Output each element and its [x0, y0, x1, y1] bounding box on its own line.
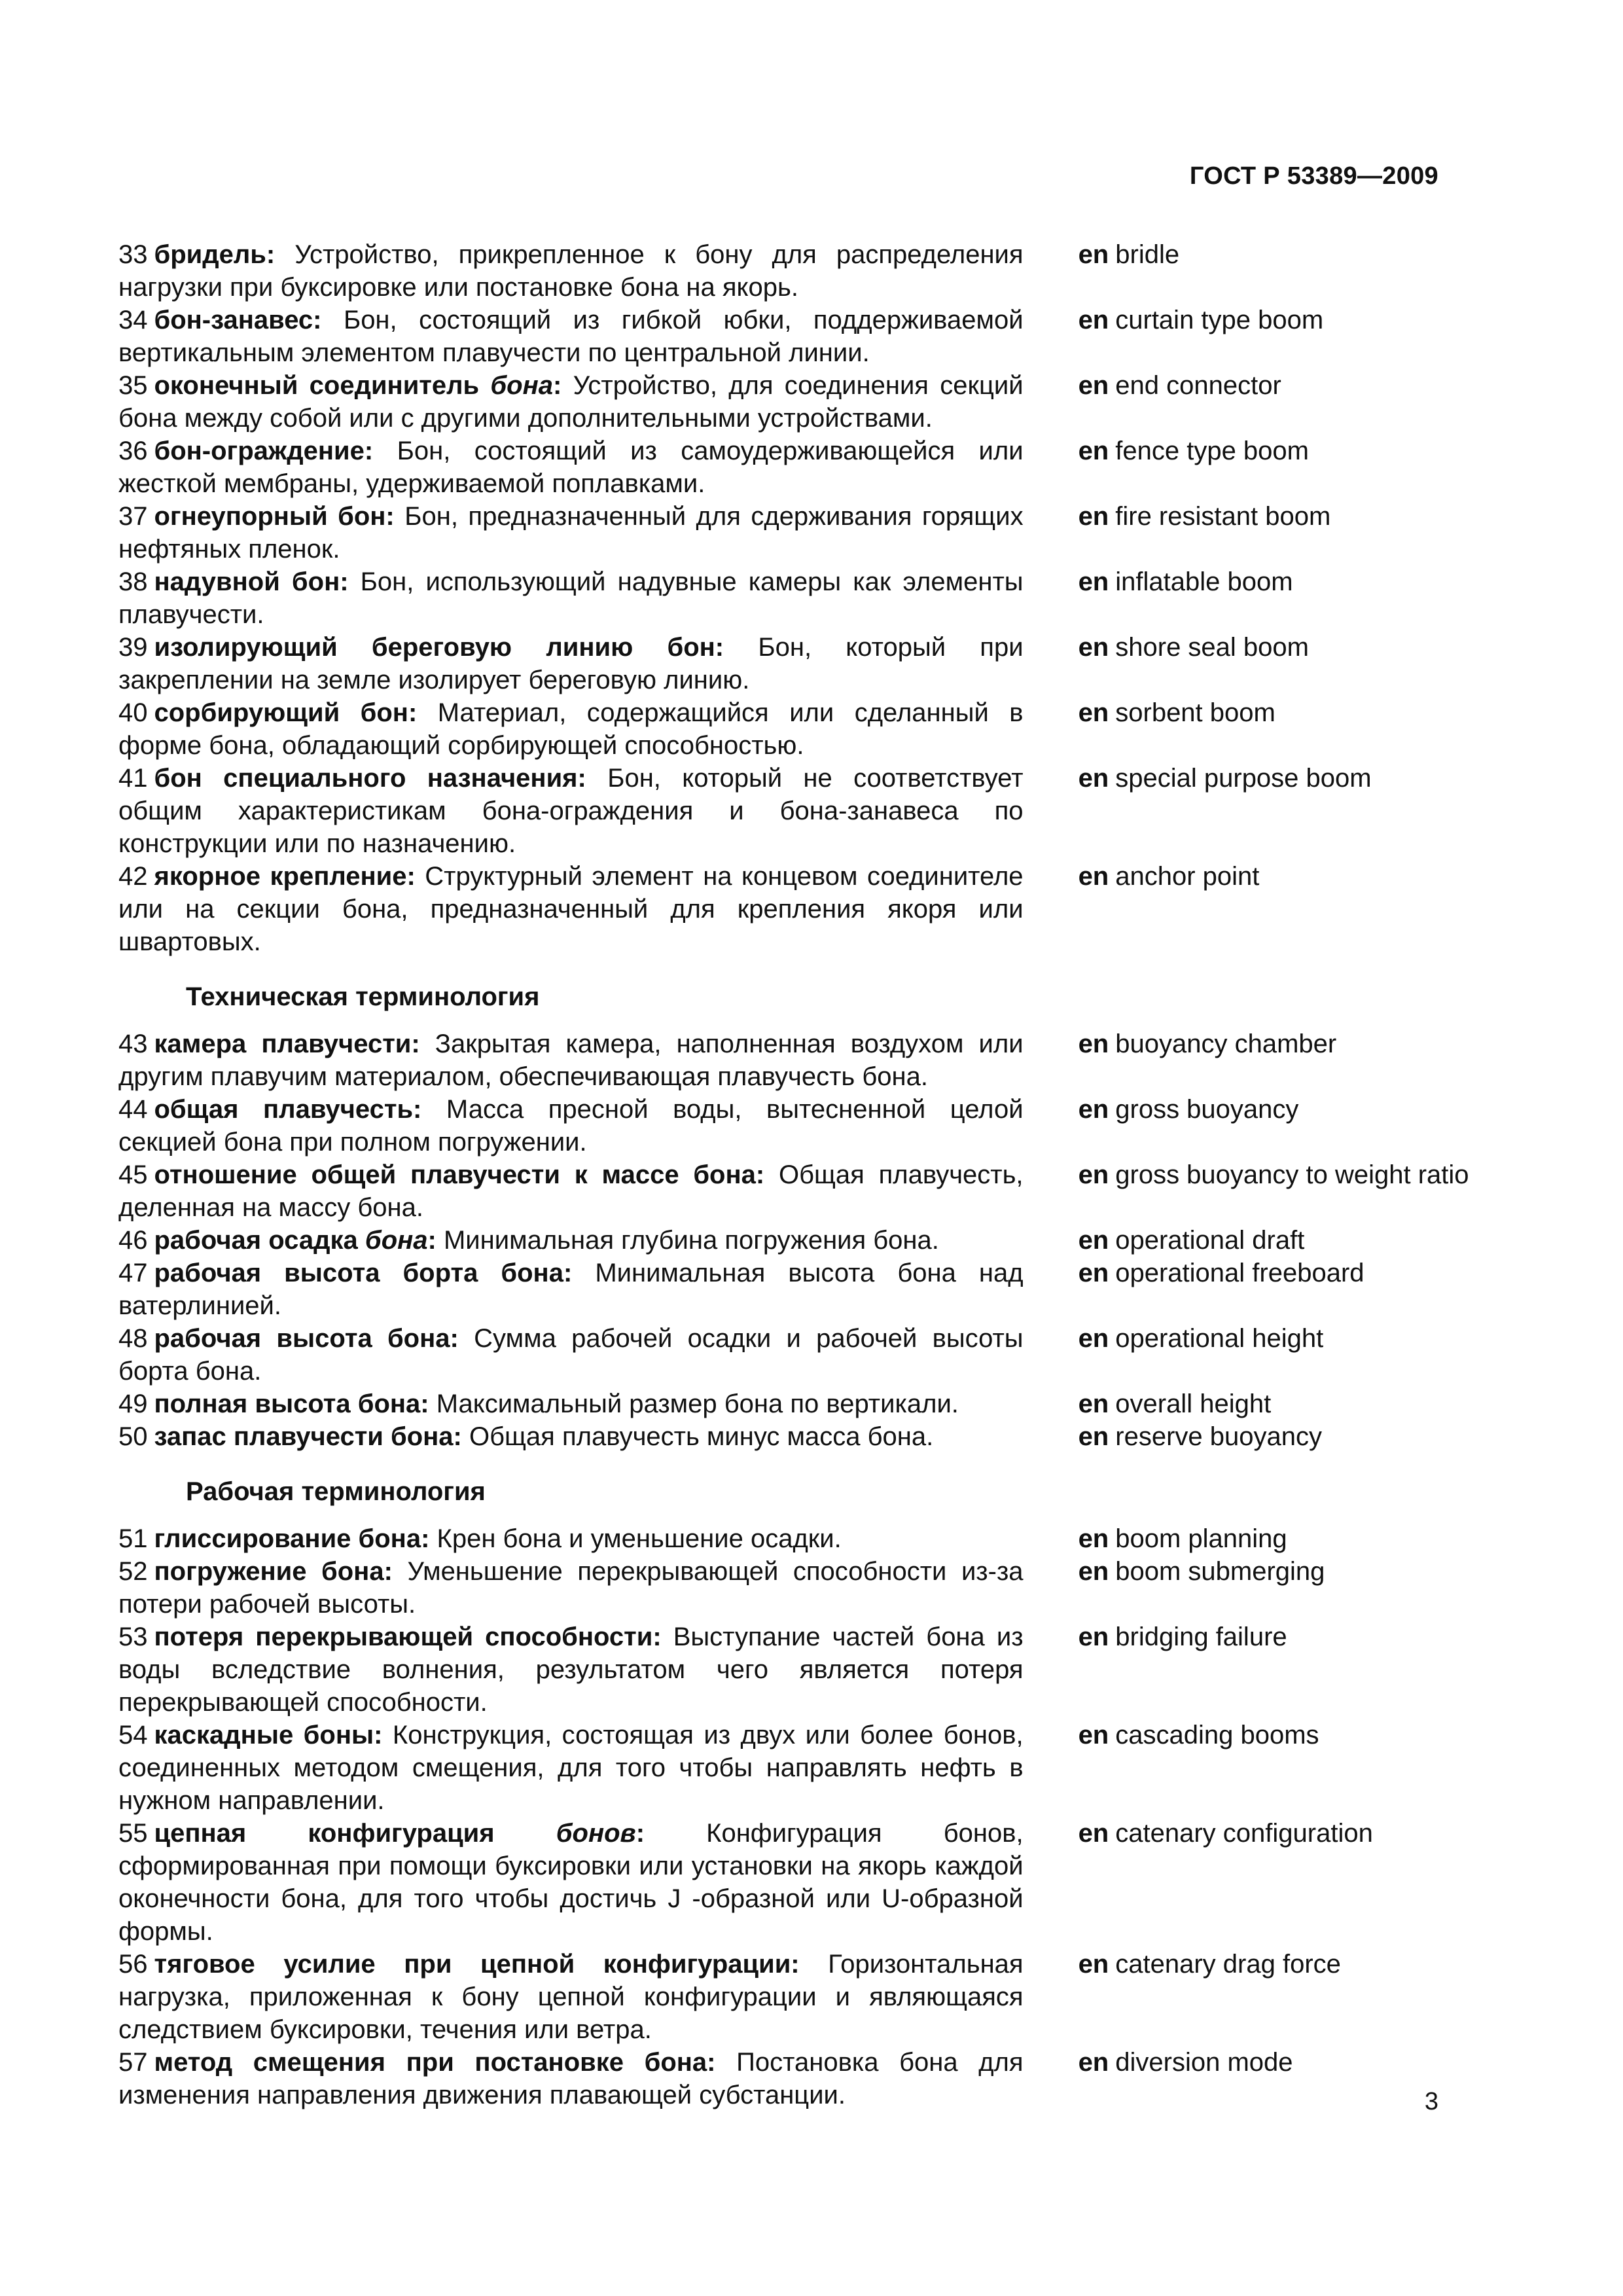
english-term: sorbent boom — [1115, 698, 1275, 727]
term-name: потеря перекрывающей способности: — [154, 1623, 662, 1651]
term-definition-ru — [118, 1093, 1024, 1158]
document-code: ГОСТ Р 53389—2009 — [1189, 162, 1438, 190]
term-entry — [118, 696, 1493, 762]
term-definition-ru — [118, 369, 1024, 435]
term-number: 53 — [118, 1623, 148, 1651]
term-entry — [118, 1621, 1493, 1719]
term-entry — [118, 1817, 1493, 1948]
term-definition-ru — [118, 304, 1024, 369]
term-english-equivalent — [1079, 860, 1493, 893]
term-definition-ru — [118, 1817, 1024, 1948]
term-english-equivalent — [1079, 2046, 1493, 2079]
term-entry — [118, 1158, 1493, 1224]
language-code: en — [1078, 1095, 1109, 1124]
term-definition: Выступание частей бона из воды вследствие волнения, результатом чего является потеря перекрывающей способности. — [118, 1623, 1024, 1717]
english-term: operational draft — [1115, 1226, 1305, 1255]
language-code: en — [1078, 306, 1109, 334]
term-definition-ru — [118, 696, 1024, 762]
language-code: en — [1078, 1324, 1109, 1353]
term-name-italic: бона — [490, 371, 553, 400]
term-name: бон-ограждение: — [154, 437, 374, 465]
term-english-equivalent — [1079, 1028, 1493, 1060]
term-definition: Конструкция, состоящая из двух или более бонов, соединенных методом смещения, для того чтобы направлять нефть в нужном направлении. — [118, 1721, 1024, 1815]
term-english-equivalent — [1079, 1621, 1493, 1653]
term-definition-ru — [118, 860, 1024, 958]
term-definition: Материал, содержащийся или сделанный в форме бона, обладающий сорбирующей способностью. — [118, 698, 1024, 760]
term-definition: Устройство, прикрепленное к бону для распределения нагрузки при буксировке или постановке бона на якорь. — [118, 240, 1024, 302]
term-number: 57 — [118, 2048, 148, 2077]
term-definition-ru — [118, 500, 1024, 565]
term-definition: Сумма рабочей осадки и рабочей высоты борта бона. — [118, 1324, 1024, 1386]
term-definition: Горизонтальная нагрузка, приложенная к бону цепной конфигурации и являющаяся следствием буксировки, течения или ветра. — [118, 1950, 1024, 2044]
term-english-equivalent — [1079, 696, 1493, 729]
language-code: en — [1078, 1226, 1109, 1255]
term-definition: Минимальная высота бона над ватерлинией. — [118, 1259, 1024, 1320]
term-entry — [118, 631, 1493, 696]
section-title-operational: Рабочая терминология — [186, 1477, 486, 1506]
term-entry — [118, 1322, 1493, 1388]
english-term: special purpose boom — [1115, 764, 1372, 793]
term-name: рабочая высота бона: — [154, 1324, 459, 1353]
english-term: cascading booms — [1115, 1721, 1319, 1749]
term-entry — [118, 1555, 1493, 1621]
term-name: метод смещения при постановке бона: — [154, 2048, 716, 2077]
term-entry — [118, 860, 1493, 958]
term-name: рабочая осадка бона: — [154, 1226, 437, 1255]
english-term: shore seal boom — [1115, 633, 1309, 662]
term-number: 38 — [118, 567, 148, 596]
language-code: en — [1078, 633, 1109, 662]
english-term: fence type boom — [1115, 437, 1309, 465]
term-name: сорбирующий бон: — [154, 698, 418, 727]
term-english-equivalent — [1079, 1522, 1493, 1555]
term-name-italic: бонов — [556, 1819, 636, 1848]
term-english-equivalent — [1079, 1555, 1493, 1588]
term-definition: Максимальный размер бона по вертикали. — [436, 1390, 959, 1418]
term-entry — [118, 238, 1493, 304]
term-name: бон специального назначения: — [154, 764, 586, 793]
term-name: полная высота бона: — [154, 1390, 429, 1418]
term-english-equivalent — [1079, 1257, 1493, 1289]
term-number: 56 — [118, 1950, 148, 1979]
english-term: gross buoyancy — [1115, 1095, 1299, 1124]
term-number: 51 — [118, 1524, 148, 1553]
term-entry — [118, 1420, 1493, 1453]
term-entry — [118, 435, 1493, 500]
term-definition-ru — [118, 1158, 1024, 1224]
term-entry — [118, 1948, 1493, 2046]
term-definition: Бон, использующий надувные камеры как элементы плавучести. — [118, 567, 1024, 629]
english-term: inflatable boom — [1115, 567, 1293, 596]
term-definition-ru — [118, 1420, 1024, 1453]
term-english-equivalent — [1079, 1224, 1493, 1257]
term-number: 47 — [118, 1259, 148, 1287]
language-code: en — [1078, 1557, 1109, 1586]
term-english-equivalent — [1079, 565, 1493, 598]
term-definition: Структурный элемент на концевом соединителе или на секции бона, предназначенный для крепления якоря или швартовых. — [118, 862, 1024, 956]
english-term: overall height — [1115, 1390, 1272, 1418]
term-english-equivalent — [1079, 762, 1493, 795]
term-definition-ru — [118, 631, 1024, 696]
language-code: en — [1078, 240, 1109, 269]
english-term: boom submerging — [1115, 1557, 1325, 1586]
term-number: 40 — [118, 698, 148, 727]
term-name: изолирующий береговую линию бон: — [154, 633, 724, 662]
term-entry — [118, 304, 1493, 369]
term-number: 39 — [118, 633, 148, 662]
english-term: buoyancy chamber — [1115, 1030, 1337, 1058]
terms-group-general — [118, 238, 1493, 958]
english-term: bridle — [1115, 240, 1180, 269]
term-number: 48 — [118, 1324, 148, 1353]
language-code: en — [1078, 1819, 1109, 1848]
term-definition-ru — [118, 238, 1024, 304]
term-name: отношение общей плавучести к массе бона: — [154, 1160, 765, 1189]
term-english-equivalent — [1079, 1093, 1493, 1126]
term-number: 41 — [118, 764, 148, 793]
term-entry — [118, 369, 1493, 435]
term-definition-ru — [118, 1621, 1024, 1719]
term-name: общая плавучесть: — [154, 1095, 422, 1124]
term-definition-ru — [118, 435, 1024, 500]
term-english-equivalent — [1079, 1158, 1493, 1191]
term-number: 34 — [118, 306, 148, 334]
language-code: en — [1078, 1259, 1109, 1287]
english-term: boom planning — [1115, 1524, 1287, 1553]
term-number: 54 — [118, 1721, 148, 1749]
term-definition-ru — [118, 762, 1024, 860]
term-name: рабочая высота борта бона: — [154, 1259, 573, 1287]
term-definition: Уменьшение перекрывающей способности из-за потери рабочей высоты. — [118, 1557, 1024, 1619]
term-number: 49 — [118, 1390, 148, 1418]
term-entry — [118, 1522, 1493, 1555]
term-definition: Масса пресной воды, вытесненной целой секцией бона при полном погружении. — [118, 1095, 1024, 1157]
term-number: 33 — [118, 240, 148, 269]
term-definition: Бон, состоящий из гибкой юбки, поддерживаемой вертикальным элементом плавучести по центральной линии. — [118, 306, 1024, 367]
term-name: камера плавучести: — [154, 1030, 420, 1058]
english-term: bridging failure — [1115, 1623, 1287, 1651]
term-number: 44 — [118, 1095, 148, 1124]
term-number: 35 — [118, 371, 148, 400]
term-number: 43 — [118, 1030, 148, 1058]
language-code: en — [1078, 1623, 1109, 1651]
language-code: en — [1078, 1030, 1109, 1058]
term-number: 36 — [118, 437, 148, 465]
language-code: en — [1078, 862, 1109, 891]
term-entry — [118, 500, 1493, 565]
term-definition-ru — [118, 1257, 1024, 1322]
term-definition: Постановка бона для изменения направления движения плавающей субстанции. — [118, 2048, 1024, 2109]
term-definition-ru — [118, 2046, 1024, 2111]
term-entry — [118, 1388, 1493, 1420]
term-entry — [118, 1257, 1493, 1322]
english-term: operational height — [1115, 1324, 1324, 1353]
term-definition-ru — [118, 1948, 1024, 2046]
language-code: en — [1078, 1160, 1109, 1189]
term-entry — [118, 1093, 1493, 1158]
term-name: якорное крепление: — [154, 862, 416, 891]
english-term: diversion mode — [1115, 2048, 1293, 2077]
term-name: надувной бон: — [154, 567, 349, 596]
term-number: 42 — [118, 862, 148, 891]
term-english-equivalent — [1079, 304, 1493, 336]
term-english-equivalent — [1079, 1948, 1493, 1981]
term-number: 50 — [118, 1422, 148, 1451]
term-name: огнеупорный бон: — [154, 502, 395, 531]
term-definition: Закрытая камера, наполненная воздухом или другим плавучим материалом, обеспечивающая плавучесть бона. — [118, 1030, 1024, 1091]
term-definition: Общая плавучесть, деленная на массу бона. — [118, 1160, 1024, 1222]
language-code: en — [1078, 1390, 1109, 1418]
term-definition: Конфигурация бонов, сформированная при помощи буксировки или установки на якорь каждой оконечности бона, для того чтобы достичь J -образной или U-образной формы. — [118, 1819, 1024, 1946]
english-term: catenary configuration — [1115, 1819, 1373, 1848]
term-definition-ru — [118, 1224, 1024, 1257]
english-term: curtain type boom — [1115, 306, 1324, 334]
term-number: 46 — [118, 1226, 148, 1255]
english-term: anchor point — [1115, 862, 1260, 891]
language-code: en — [1078, 764, 1109, 793]
term-definition: Бон, состоящий из самоудерживающейся или жесткой мембраны, удерживаемой поплавками. — [118, 437, 1024, 498]
terms-group-technical — [118, 1028, 1493, 1453]
term-english-equivalent — [1079, 1322, 1493, 1355]
term-number: 37 — [118, 502, 148, 531]
term-english-equivalent — [1079, 500, 1493, 533]
english-term: end connector — [1115, 371, 1281, 400]
language-code: en — [1078, 371, 1109, 400]
english-term: catenary drag force — [1115, 1950, 1341, 1979]
term-english-equivalent — [1079, 435, 1493, 467]
term-english-equivalent — [1079, 238, 1493, 271]
term-entry — [118, 1028, 1493, 1093]
term-definition-ru — [118, 1322, 1024, 1388]
term-entry — [118, 565, 1493, 631]
term-definition: Крен бона и уменьшение осадки. — [437, 1524, 842, 1553]
term-name: оконечный соединитель бона: — [154, 371, 562, 400]
language-code: en — [1078, 1950, 1109, 1979]
term-entry — [118, 1719, 1493, 1817]
terms-group-operational — [118, 1522, 1493, 2111]
term-definition: Бон, который при закреплении на земле изолирует береговую линию. — [118, 633, 1024, 694]
term-name: тяговое усилие при цепной конфигурации: — [154, 1950, 800, 1979]
term-english-equivalent — [1079, 1817, 1493, 1850]
term-english-equivalent — [1079, 631, 1493, 664]
term-name: запас плавучести бона: — [154, 1422, 462, 1451]
language-code: en — [1078, 698, 1109, 727]
english-term: gross buoyancy to weight ratio — [1115, 1160, 1469, 1189]
language-code: en — [1078, 2048, 1109, 2077]
language-code: en — [1078, 1524, 1109, 1553]
term-name: цепная конфигурация бонов: — [154, 1819, 645, 1848]
language-code: en — [1078, 1721, 1109, 1749]
term-english-equivalent — [1079, 1388, 1493, 1420]
term-name: бридель: — [154, 240, 276, 269]
language-code: en — [1078, 502, 1109, 531]
term-english-equivalent — [1079, 1719, 1493, 1751]
english-term: operational freeboard — [1115, 1259, 1364, 1287]
term-number: 45 — [118, 1160, 148, 1189]
term-name: глиссирование бона: — [154, 1524, 430, 1553]
term-name: погружение бона: — [154, 1557, 393, 1586]
term-definition: Минимальная глубина погружения бона. — [443, 1226, 939, 1255]
section-title-technical: Техническая терминология — [186, 982, 540, 1011]
term-entry — [118, 1224, 1493, 1257]
language-code: en — [1078, 437, 1109, 465]
term-english-equivalent — [1079, 369, 1493, 402]
term-definition-ru — [118, 1522, 1024, 1555]
term-definition-ru — [118, 1719, 1024, 1817]
english-term: fire resistant boom — [1115, 502, 1331, 531]
page-number: 3 — [1424, 2088, 1438, 2115]
term-definition-ru — [118, 565, 1024, 631]
term-entry — [118, 2046, 1493, 2111]
term-definition-ru — [118, 1555, 1024, 1621]
term-definition-ru — [118, 1388, 1024, 1420]
term-number: 55 — [118, 1819, 148, 1848]
term-definition: Устройство, для соединения секций бона между собой или с другими дополнительными устройствами. — [118, 371, 1024, 433]
term-name-italic: бона — [365, 1226, 428, 1255]
term-english-equivalent — [1079, 1420, 1493, 1453]
term-number: 52 — [118, 1557, 148, 1586]
term-definition: Бон, который не соответствует общим характеристикам бона-ограждения и бона-занавеса по конструкции или по назначению. — [118, 764, 1024, 858]
language-code: en — [1078, 1422, 1109, 1451]
term-definition: Бон, предназначенный для сдерживания горящих нефтяных пленок. — [118, 502, 1024, 564]
term-name: бон-занавес: — [154, 306, 322, 334]
term-definition-ru — [118, 1028, 1024, 1093]
english-term: reserve buoyancy — [1115, 1422, 1322, 1451]
term-definition: Общая плавучесть минус масса бона. — [469, 1422, 934, 1451]
term-entry — [118, 762, 1493, 860]
term-name: каскадные боны: — [154, 1721, 383, 1749]
language-code: en — [1078, 567, 1109, 596]
terms-list — [118, 238, 1493, 2111]
